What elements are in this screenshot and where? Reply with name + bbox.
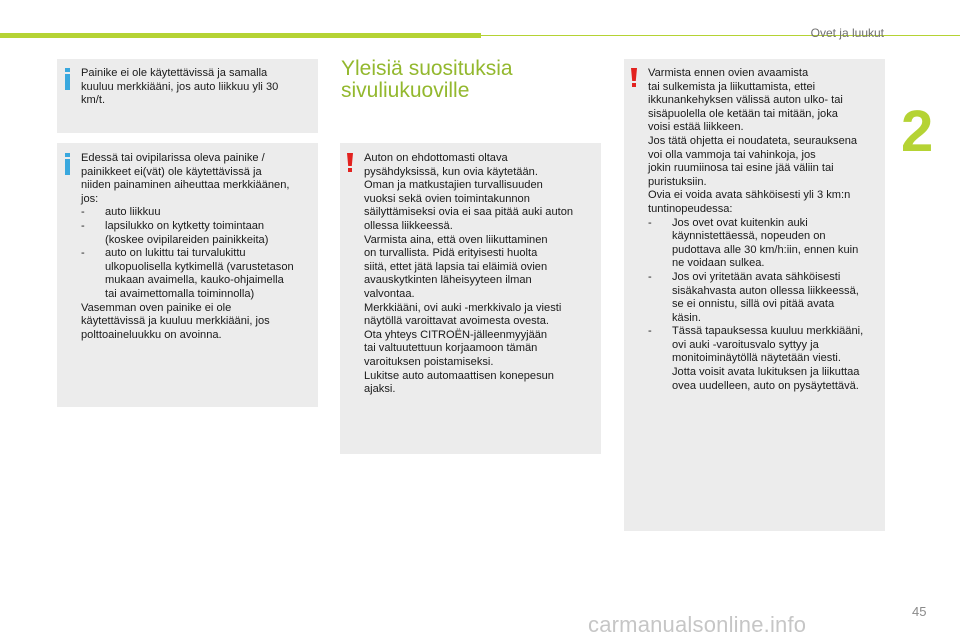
warning-text: Varmista ennen ovien avaamista tai sulkemista ja liikuttamista, ettei ikkunankehyksen välissä auton ulko- tai sisäpuolella ole ketään tai mitään, joka voisi estää liikkeen. Jos tätä ohjetta ei noudateta, seurauksena voi olla vammoja tai vahinkoja, jos jokin ruumiinosa tai esine jää väliin tai puristuksiin. Ovia ei voida avata sähköisesti yli 3 km:n tuntinopeudessa: - Jos ovet ovat kuitenkin auki käynnistettäessä, nopeuden on pudottava alle 30 km/h:iin, ennen kuin ne voidaan sulkea. - Jos ovi yritetään avata sähköisesti sisäkahvasta auton ollessa liikkeessä, se ei onnistu, sillä ovi pitää avata käsin. - Tässä tapauksessa kuuluu merkkiääni, ovi auki -varoitusvalo syttyy ja monitoiminäytöllä näytetään viesti. Jotta voisit avata lukituksen ja liikuttaa ovea uudelleen, auto on pysäytettävä. — [648, 67, 884, 393]
list-item: - auto liikkuu — [81, 206, 161, 219]
info-box-button-disabled — [57, 59, 318, 133]
info-icon — [65, 153, 70, 175]
section-title: Ovet ja luukut — [810, 26, 884, 40]
info-box-pillar-button — [57, 143, 318, 407]
list-item: - lapsilukko on kytketty toimintaan (koskee ovipilareiden painikkeita) — [81, 219, 269, 246]
section-heading: Yleisiä suosituksia sivuliukuoville — [341, 57, 513, 102]
info-text: Edessä tai ovipilarissa oleva painike / painikkeet ei(vät) ole käytettävissä ja niiden painaminen aiheuttaa merkkiäänen, jos: - auto liikkuu - lapsilukko on kytketty toimintaan (koskee ovipilareiden painikkeita) - auto on lukittu tai turvalukittu ulkopuolisella kytkimellä (varustetason mukaan avaimella, kauko-ohjaimella tai avaimettomalla toiminnolla) Vasemman oven painike ei ole käytettävissä ja kuuluu merkkiääni, jos polttoaineluukku on avoinna. — [81, 152, 315, 342]
warning-box-sliding-doors — [340, 143, 601, 454]
warning-icon — [631, 68, 637, 88]
info-icon — [65, 68, 70, 90]
info-text: Painike ei ole käytettävissä ja samalla kuuluu merkkiääni, jos auto liikkuu yli 30 km/t. — [81, 67, 279, 107]
list-item: - Tässä tapauksessa kuuluu merkkiääni, ovi auki -varoitusvalo syttyy ja monitoiminäytöllä näytetään viesti. Jotta voisit avata lukituksen ja liikuttaa ovea uudelleen, auto on pysäytettävä. — [648, 325, 864, 392]
warning-icon — [347, 153, 353, 173]
chapter-number: 2 — [901, 99, 934, 164]
header-accent-bar — [0, 33, 481, 38]
warning-text: Auton on ehdottomasti oltava pysähdyksissä, kun ovia käytetään. Oman ja matkustajien turvallisuuden vuoksi sekä ovien toimintakunnon säilyttämiseksi ovia ei saa pitää auki auton ollessa liikkeessä. Varmista aina, että oven liikuttaminen on turvallista. Pidä erityisesti huolta siitä, ettet jätä lapsia tai eläimiä ovien avauskytkinten läheisyyteen ilman valvontaa. Merkkiääni, ovi auki -merkkivalo ja viesti näytöllä varoittavat avoimesta ovesta. Ota yhteys CITROËN-jälleenmyyjään tai valtuutettuun korjaamoon tämän varoituksen poistamiseksi. Lukitse auto automaattisen konepesun ajaksi. — [364, 152, 574, 396]
list-item: - auto on lukittu tai turvalukittu ulkopuolisella kytkimellä (varustetason mukaan avaimella, kauko-ohjaimella tai avaimettomalla toiminnolla) — [81, 247, 294, 300]
header-rule — [481, 35, 960, 36]
warning-box-door-safety — [624, 59, 885, 531]
page-number: 45 — [912, 604, 927, 619]
list-item: - Jos ovi yritetään avata sähköisesti sisäkahvasta auton ollessa liikkeessä, se ei onnistu, sillä ovi pitää avata käsin. — [648, 270, 859, 324]
list-item: - Jos ovet ovat kuitenkin auki käynnistettäessä, nopeuden on pudottava alle 30 km/h:iin, ennen kuin ne voidaan sulkea. — [648, 216, 859, 270]
watermark: carmanualsonline.info — [588, 612, 807, 637]
